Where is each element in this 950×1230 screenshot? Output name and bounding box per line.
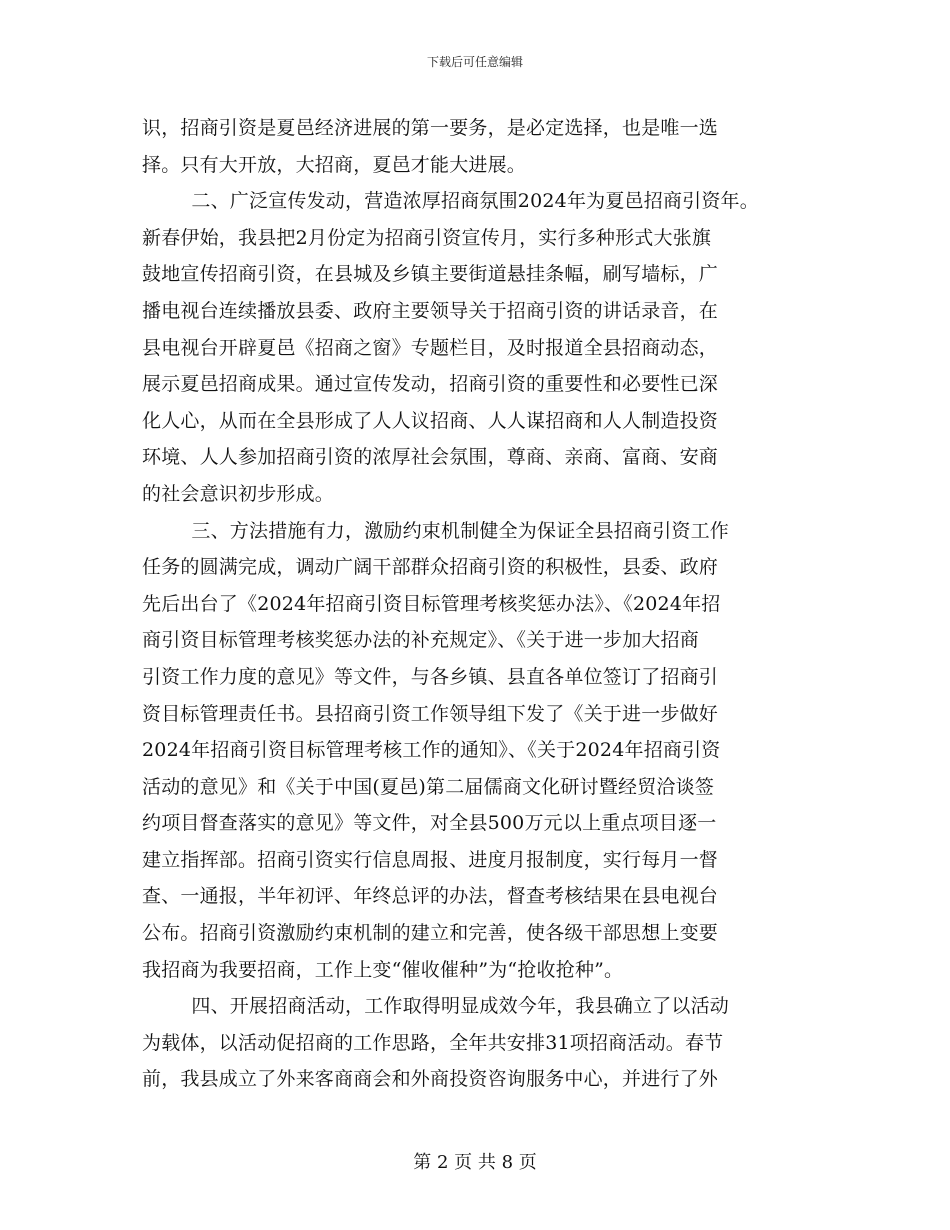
text-line: 资目标管理责任书。县招商引资工作领导组下发了《关于进一步做好 (142, 702, 719, 725)
text-line: 三、方法措施有力，激励约束机制健全为保证全县招商引资工作 (191, 519, 729, 542)
text-line: 新春伊始，我县把2月份定为招商引资宣传月，实行多种形式大张旗 (142, 226, 712, 249)
text-line: 鼓地宣传招商引资，在县城及乡镇主要街道悬挂条幅，刷写墙标，广 (142, 263, 719, 286)
text-line: 建立指挥部。招商引资实行信息周报、进度月报制度，实行每月一督 (142, 848, 719, 871)
text-line: 商引资目标管理考核奖惩办法的补充规定》、《关于进一步加大招商 (142, 629, 700, 652)
text-line: 活动的意见》和《关于中国(夏邑)第二届儒商文化研讨暨经贸洽谈签 (142, 775, 715, 798)
text-line: 公布。招商引资激励约束机制的建立和完善，使各级干部思想上变要 (142, 922, 719, 945)
document-body (142, 110, 822, 1098)
text-line: 前，我县成立了外来客商商会和外商投资咨询服务中心，并进行了外 (142, 1068, 719, 1091)
text-line: 先后出台了《2024年招商引资目标管理考核奖惩办法》、《2024年招 (142, 592, 721, 615)
text-line: 约项目督查落实的意见》等文件，对全县500万元以上重点项目逐一 (142, 812, 717, 835)
text-line: 2024年招商引资目标管理考核工作的通知》、《关于2024年招商引资 (142, 739, 721, 762)
text-line: 四、开展招商活动，工作取得明显成效今年，我县确立了以活动 (191, 995, 729, 1018)
text-line: 环境、人人参加招商引资的浓厚社会氛围，尊商、亲商、富商、安商 (142, 446, 719, 469)
text-line: 查、一通报，半年初评、年终总评的办法，督查考核结果在县电视台 (142, 885, 719, 908)
page-footer: 第 2 页 共 8 页 (413, 1152, 537, 1173)
text-line: 展示夏邑招商成果。通过宣传发动，招商引资的重要性和必要性已深 (142, 373, 719, 396)
text-line: 化人心，从而在全县形成了人人议招商、人人谋招商和人人制造投资 (142, 409, 719, 432)
text-line: 引资工作力度的意见》等文件，与各乡镇、县直各单位签订了招商引 (142, 665, 719, 688)
text-line: 任务的圆满完成，调动广阔干部群众招商引资的积极性，县委、政府 (142, 556, 719, 579)
text-line: 我招商为我要招商，工作上变“催收催种”为“抢收抢种”。 (142, 958, 624, 981)
text-line: 县电视台开辟夏邑《招商之窗》专题栏目，及时报道全县招商动态， (142, 336, 719, 359)
text-line: 的社会意识初步形成。 (142, 482, 335, 505)
text-line: 二、广泛宣传发动，营造浓厚招商氛围2024年为夏邑招商引资年。 (191, 190, 759, 213)
text-line: 播电视台连续播放县委、政府主要领导关于招商引资的讲话录音，在 (142, 299, 719, 322)
text-line: 为载体，以活动促招商的工作思路，全年共安排31项招商活动。春节 (142, 1031, 724, 1054)
text-line: 择。只有大开放，大招商，夏邑才能大进展。 (142, 153, 527, 176)
page-header: 下载后可任意编辑 (426, 55, 523, 69)
text-line: 识，招商引资是夏邑经济进展的第一要务，是必定选择，也是唯一选 (142, 117, 719, 139)
